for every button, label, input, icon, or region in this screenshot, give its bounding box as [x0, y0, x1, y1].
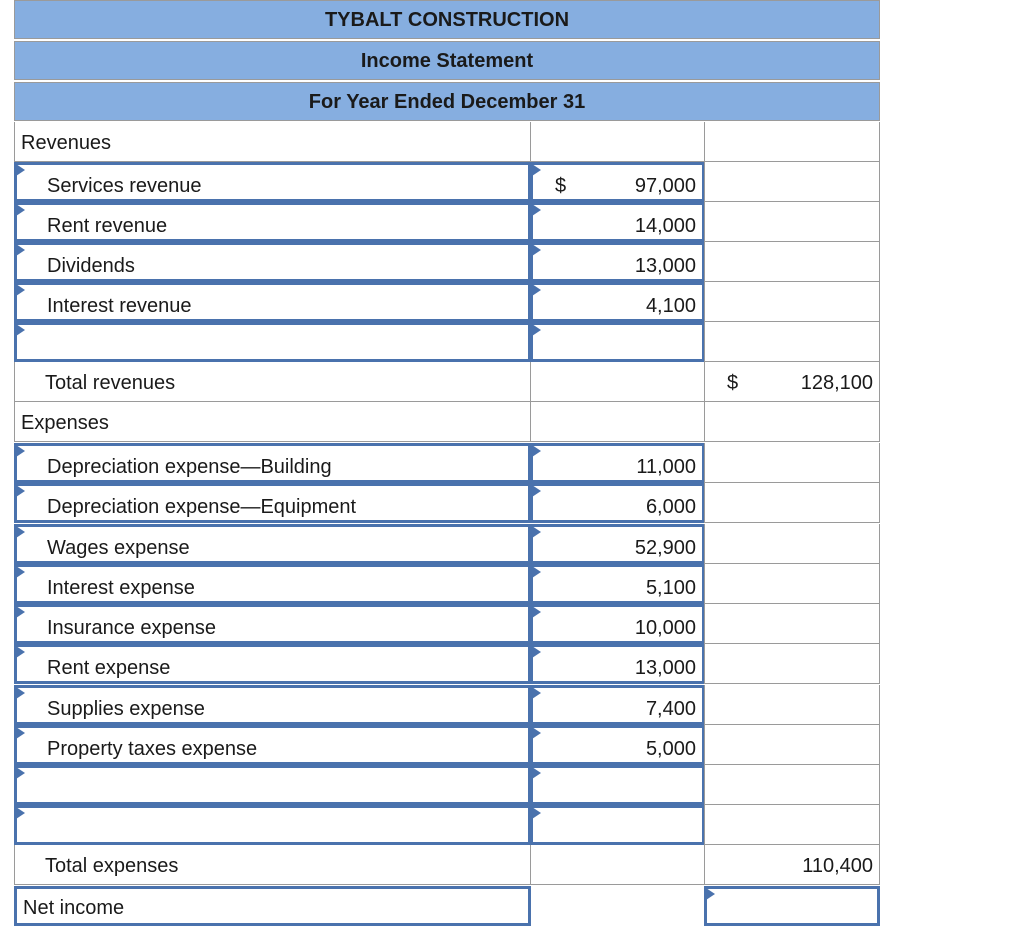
company-name: TYBALT CONSTRUCTION [324, 9, 570, 31]
expense-label-input[interactable] [14, 524, 531, 564]
total-revenues-row [14, 362, 880, 402]
revenue-label: Dividends [47, 255, 135, 277]
expense-amount: 5,100 [645, 577, 696, 599]
expense-label-input[interactable] [14, 805, 531, 845]
revenue-row [14, 202, 880, 242]
expense-amount: 7,400 [645, 698, 696, 720]
total-expenses-label: Total expenses [45, 855, 179, 877]
expense-label-input[interactable] [14, 644, 531, 684]
revenue-label: Rent revenue [47, 215, 168, 237]
expense-amount: 10,000 [634, 617, 696, 639]
blank-cell [530, 122, 705, 162]
revenue-label: Services revenue [47, 175, 202, 197]
expense-empty-row [14, 765, 880, 805]
revenue-row [14, 282, 880, 322]
expense-row [14, 644, 880, 684]
revenue-label-input[interactable] [14, 202, 531, 242]
blank-cell [704, 122, 880, 162]
blank-cell [530, 362, 705, 402]
expense-label-input[interactable] [14, 685, 531, 725]
revenue-amount-input[interactable] [530, 282, 705, 322]
total-revenues-amount-cell [704, 362, 880, 402]
revenue-amount: 13,000 [634, 255, 696, 277]
expense-amount-input[interactable] [530, 805, 705, 845]
revenues-heading-cell [14, 122, 531, 162]
blank-cell [704, 483, 880, 523]
expense-amount: 6,000 [645, 496, 696, 518]
blank-cell [704, 685, 880, 725]
net-income-amount-input[interactable] [704, 886, 880, 926]
expense-label-input[interactable] [14, 604, 531, 644]
total-revenues-label-cell [14, 362, 531, 402]
expense-amount-input[interactable] [530, 685, 705, 725]
blank-cell [530, 402, 705, 442]
expense-row [14, 443, 880, 483]
net-income-label-input[interactable] [14, 886, 531, 926]
blank-cell [704, 242, 880, 282]
expense-label: Rent expense [47, 657, 171, 679]
revenue-amount-input[interactable] [530, 162, 705, 202]
expense-row [14, 524, 880, 564]
net-income-label: Net income [23, 897, 125, 919]
statement-title: Income Statement [360, 50, 534, 72]
revenue-label-input[interactable] [14, 322, 531, 362]
period-header [14, 82, 880, 121]
expense-amount-input[interactable] [530, 483, 705, 523]
expense-amount-input[interactable] [530, 443, 705, 483]
expenses-heading-row [14, 402, 880, 442]
revenue-amount: 14,000 [634, 215, 696, 237]
expense-label-input[interactable] [14, 483, 531, 523]
expense-label: Depreciation expense—Equipment [47, 496, 357, 518]
total-expenses-amount-cell [704, 845, 880, 885]
expense-label-input[interactable] [14, 725, 531, 765]
blank-cell [704, 322, 880, 362]
revenues-heading-row [14, 122, 880, 162]
expense-amount: 13,000 [634, 657, 696, 679]
expense-label: Wages expense [47, 537, 190, 559]
revenue-row [14, 242, 880, 282]
expense-label: Interest expense [47, 577, 195, 599]
expenses-heading-cell [14, 402, 531, 442]
revenue-amount-input[interactable] [530, 322, 705, 362]
expense-label: Depreciation expense—Building [47, 456, 332, 478]
expense-row [14, 685, 880, 725]
revenue-label: Interest revenue [47, 295, 192, 317]
blank-cell [704, 402, 880, 442]
expense-amount: 5,000 [645, 738, 696, 760]
expense-row [14, 604, 880, 644]
expense-label: Supplies expense [47, 698, 205, 720]
expense-empty-row [14, 805, 880, 845]
revenue-row [14, 162, 880, 202]
blank-cell [704, 725, 880, 765]
statement-title-header [14, 41, 880, 80]
total-revenues-amount: 128,100 [800, 372, 873, 394]
blank-cell [704, 564, 880, 604]
expense-label-input[interactable] [14, 765, 531, 805]
blank-cell [704, 644, 880, 684]
expenses-heading: Expenses [21, 412, 109, 434]
revenue-empty-row [14, 322, 880, 362]
expense-row [14, 483, 880, 523]
expense-amount: 52,900 [634, 537, 696, 559]
revenue-amount: 4,100 [645, 295, 696, 317]
expense-amount-input[interactable] [530, 765, 705, 805]
total-expenses-amount: 110,400 [802, 855, 873, 877]
currency-sign: $ [727, 372, 739, 394]
expense-amount-input[interactable] [530, 564, 705, 604]
revenue-label-input[interactable] [14, 242, 531, 282]
revenue-amount-input[interactable] [530, 242, 705, 282]
expense-amount: 11,000 [636, 456, 696, 478]
blank-cell [704, 443, 880, 483]
currency-sign: $ [555, 175, 567, 197]
revenue-label-input[interactable] [14, 282, 531, 322]
total-expenses-row [14, 845, 880, 885]
total-expenses-label-cell [14, 845, 531, 885]
blank-cell [704, 202, 880, 242]
company-name-header [14, 0, 880, 39]
total-revenues-label: Total revenues [45, 372, 176, 394]
blank-cell [704, 604, 880, 644]
expense-amount-input[interactable] [530, 604, 705, 644]
revenue-label-input[interactable] [14, 162, 531, 202]
blank-cell [704, 162, 880, 202]
expense-label-input[interactable] [14, 443, 531, 483]
revenue-amount-input[interactable] [530, 202, 705, 242]
expense-label-input[interactable] [14, 564, 531, 604]
blank-cell [704, 765, 880, 805]
blank-cell [704, 524, 880, 564]
net-income-row [14, 886, 880, 926]
blank-cell [530, 845, 705, 885]
expense-amount-input[interactable] [530, 725, 705, 765]
revenues-heading: Revenues [21, 132, 112, 154]
statement-period: For Year Ended December 31 [308, 91, 586, 113]
expense-amount-input[interactable] [530, 524, 705, 564]
blank-cell [704, 805, 880, 845]
expense-label: Property taxes expense [47, 738, 258, 760]
expense-amount-input[interactable] [530, 644, 705, 684]
expense-label: Insurance expense [47, 617, 217, 639]
expense-row [14, 725, 880, 765]
expense-row [14, 564, 880, 604]
revenue-amount: 97,000 [634, 175, 696, 197]
blank-cell [704, 282, 880, 322]
